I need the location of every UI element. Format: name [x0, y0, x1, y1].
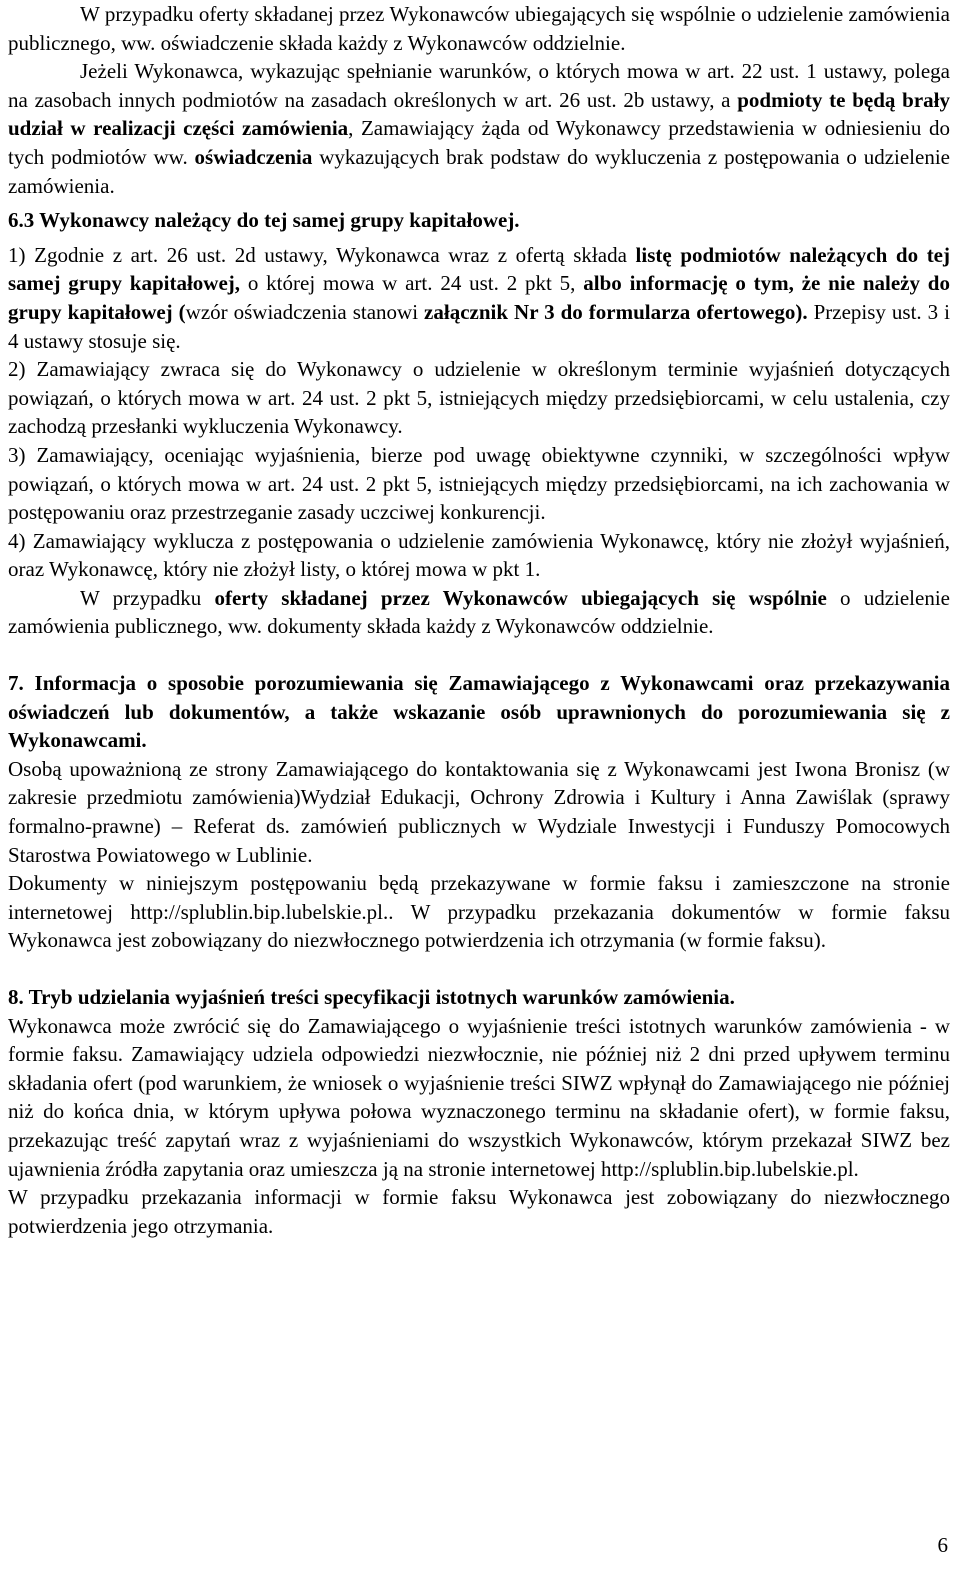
- text-span: Przepisy ust. 3 i 4 ustawy stosuje się.: [8, 299, 950, 353]
- spacer: [8, 955, 950, 983]
- bold-text: 7. Informacja o sposobie porozumiewania się Zamawiającego z Wykonawcami oraz przekazywania oświadczeń lub dokumentów, a także wskazanie osób uprawnionych do porozumiewania się z Wykonawcami.: [8, 671, 950, 753]
- text-span: wykazujących brak podstaw do wykluczenia z postępowania o udzielenie zamówienia.: [8, 144, 950, 198]
- paragraph-joint-offer-documents: [8, 584, 950, 641]
- bold-text: załącznik Nr 3 do formularza ofertowego).: [424, 299, 808, 324]
- page-number: 6: [937, 1533, 948, 1557]
- paragraph-contact-persons: Osobą upoważnioną ze strony Zamawiającego do kontaktowania się z Wykonawcami jest Iwona Bronisz (w zakresie przedmiotu zamówienia)Wydział Edukacji, Ochrony Zdrowia i Kultury i Anna Zawiślak (sprawy formalno-prawne) – Referat ds. zamówień publicznych w Wydziale Inwestycji i Funduszy Pomocowych Starostwa Powiatowego w Lublinie.: [8, 756, 950, 867]
- paragraph-document-transfer: Dokumenty w niniejszym postępowaniu będą przekazywane w formie faksu i zamieszczone na stronie internetowej http://splublin.bip.lubelskie.pl.. W przypadku przekazania dokumentów w formie faksu Wykonawca jest zobowiązany do niezwłocznego potwierdzenia ich otrzymania (w formie faksu).: [8, 871, 950, 953]
- text-span: wzór oświadczenia stanowi: [185, 299, 425, 324]
- bold-text: albo informację o tym, że nie należy do grupy kapitałowej (: [8, 271, 950, 324]
- text-span: W przypadku: [80, 585, 215, 610]
- document-page: [8, 0, 950, 1240]
- text-span: , Zamawiający żąda od Wykonawcy przedstawienia w odniesieniu do tych podmiotów ww.: [8, 116, 950, 169]
- section-heading-6-3: [8, 206, 950, 235]
- spacer: [8, 641, 950, 669]
- paragraph-clarification-request: 2) Zamawiający zwraca się do Wykonawcy o udzielenie w określonym terminie wyjaśnień dotyczących powiązań, o których mowa w art. 24 ust. 2 pkt 5, istniejących między przedsiębiorcami, w celu ustalenia, czy zachodzą przesłanki wykluczenia Wykonawcy.: [8, 357, 950, 439]
- paragraph-joint-offer-statement: W przypadku oferty składanej przez Wykonawców ubiegających się wspólnie o udzielenie zamówienia publicznego, ww. oświadczenie składa każdy z Wykonawców oddzielnie.: [8, 2, 950, 55]
- text-span: o której mowa w art. 24 ust. 2 pkt 5,: [240, 271, 584, 296]
- text-span: o udzielenie zamówienia publicznego, ww. dokumenty składa każdy z Wykonawców oddzielnie.: [8, 585, 950, 639]
- bold-text: 6.3 Wykonawcy należący do tej samej grupy kapitałowej.: [8, 208, 520, 233]
- bold-text: oświadczenia: [194, 144, 313, 169]
- paragraph-capital-group-list: [8, 241, 950, 355]
- paragraph-clarification-assessment: 3) Zamawiający, oceniając wyjaśnienia, bierze pod uwagę obiektywne czynniki, w szczególności wpływ powiązań, o których mowa w art. 24 ust. 2 pkt 5, istniejących między przedsiębiorcami, na ich zachowania w postępowaniu oraz przestrzeganie zasady uczciwej konkurencji.: [8, 442, 950, 525]
- bold-text: podmioty te będą brały udział w realizacji części zamówienia: [8, 87, 950, 141]
- paragraph-other-entities-resources: [8, 57, 950, 200]
- bold-text: oferty składanej przez Wykonawców ubiegających się wspólnie: [214, 585, 827, 610]
- section-heading-8: [8, 983, 950, 1012]
- paragraph-fax-confirmation: W przypadku przekazania informacji w formie faksu Wykonawca jest zobowiązany do niezwłocznego potwierdzenia jego otrzymania.: [8, 1185, 950, 1238]
- bold-text: listę podmiotów należących do tej samej grupy kapitałowej,: [8, 242, 951, 296]
- paragraph-exclusion: 4) Zamawiający wyklucza z postępowania o udzielenie zamówienia Wykonawcę, który nie złożył wyjaśnień, oraz Wykonawcę, który nie złożył listy, o której mowa w pkt 1.: [8, 528, 950, 582]
- paragraph-clarification-procedure: Wykonawca może zwrócić się do Zamawiającego o wyjaśnienie treści istotnych warunków zamówienia - w formie faksu. Zamawiający udziela odpowiedzi niezwłocznie, nie później niż 2 dni przed upływem terminu składania ofert (pod warunkiem, że wniosek o wyjaśnienie treści SIWZ wpłynął do Zamawiającego nie później niż do końca dnia, w którym upływa połowa wyznaczonego terminu na składanie ofert), w formie faksu, przekazując treść zapytań wraz z wyjaśnieniami do wszystkich Wykonawców, którym przekazał SIWZ bez ujawnienia źródła zapytania oraz umieszcza ją na stronie internetowej http://splublin.bip.lubelskie.pl.: [8, 1013, 950, 1181]
- text-span: Jeżeli Wykonawca, wykazując spełnianie warunków, o których mowa w art. 22 ust. 1 ustawy, polega na zasobach innych podmiotów na zasadach określonych w art. 26 ust. 2b ustawy, a: [8, 59, 950, 112]
- section-heading-7: [8, 669, 950, 755]
- bold-text: 8. Tryb udzielania wyjaśnień treści specyfikacji istotnych warunków zamówienia.: [8, 985, 735, 1009]
- text-span: 1) Zgodnie z art. 26 ust. 2d ustawy, Wykonawca wraz z ofertą składa: [8, 242, 636, 267]
